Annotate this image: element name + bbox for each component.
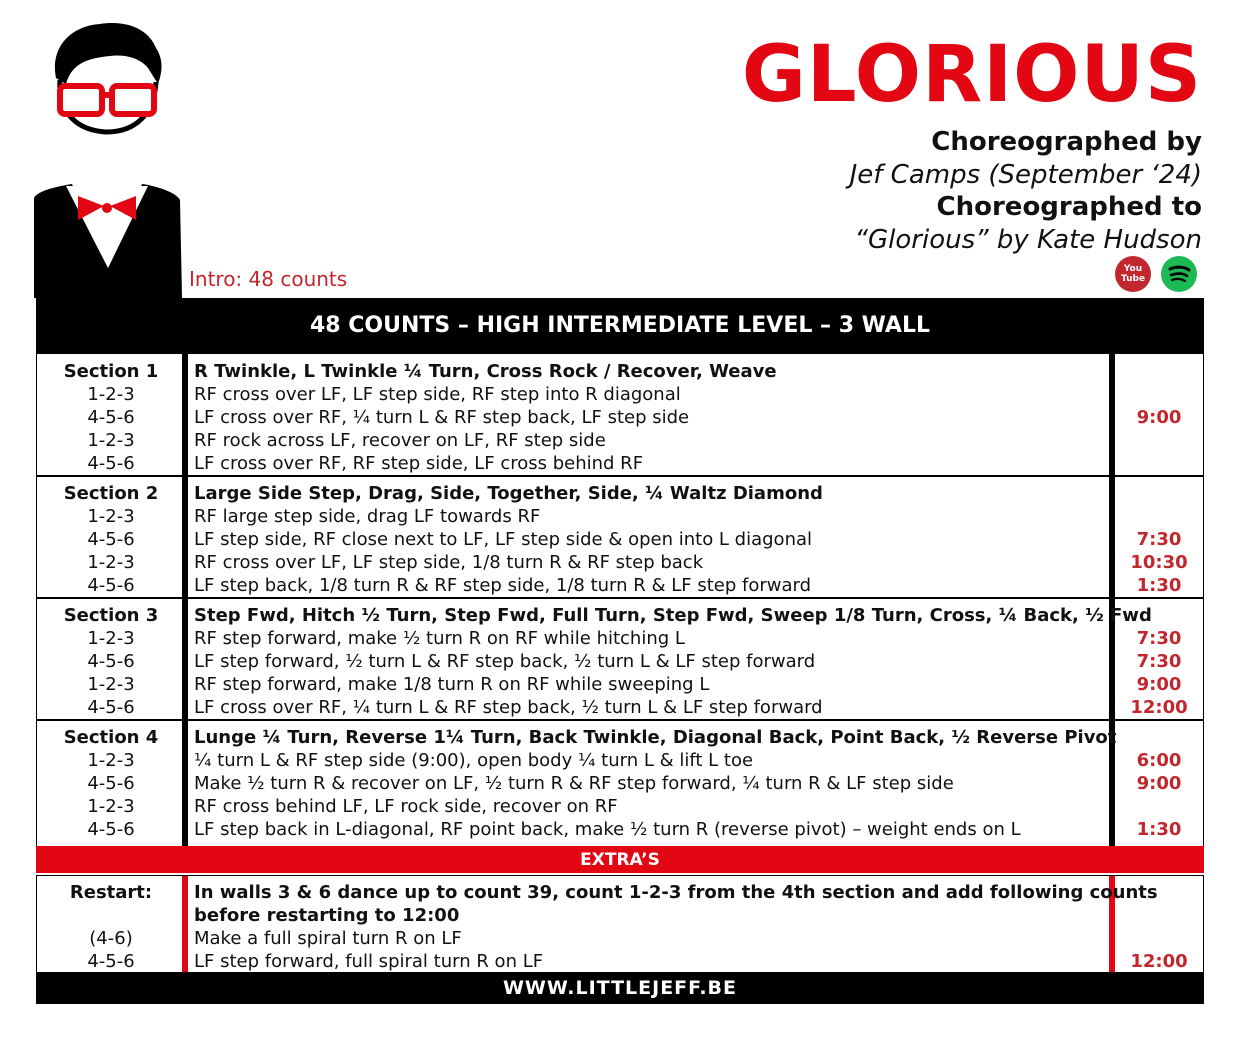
step: LF step side, RF close next to LF, LF step side & open into L diagonal	[194, 529, 813, 550]
wall: 12:00	[1130, 951, 1188, 972]
wall	[1115, 383, 1203, 406]
summary-bar: 48 COUNTS – HIGH INTERMEDIATE LEVEL – 3 WALL	[36, 298, 1204, 353]
page-title: GLORIOUS	[741, 30, 1202, 120]
restart-text: before restarting to 12:00	[194, 905, 460, 926]
step-list	[194, 360, 777, 475]
section-title: Step Fwd, Hitch ½ Turn, Step Fwd, Full Turn, Step Fwd, Sweep 1/8 Turn, Cross, ¼ Back, ½ Fwd	[194, 605, 1152, 626]
step: LF step back in L-diagonal, RF point back, make ½ turn R (reverse pivot) – weight ends on L	[194, 819, 1021, 840]
step-list	[194, 482, 823, 597]
count: 4-5-6	[87, 575, 135, 596]
step: RF cross behind LF, LF rock side, recover on RF	[194, 796, 618, 817]
count: (4-6)	[89, 928, 133, 949]
wall-list	[1115, 627, 1203, 719]
count: 1-2-3	[87, 430, 135, 451]
restart-label: Restart:	[69, 882, 153, 903]
youtube-text-tube: Tube	[1120, 274, 1146, 284]
stepsheet	[36, 298, 1204, 1004]
wall: 1:30	[1136, 575, 1182, 596]
count: 1-2-3	[87, 384, 135, 405]
youtube-icon[interactable]	[1115, 256, 1151, 292]
youtube-text-you: You	[1123, 264, 1143, 274]
count: 1-2-3	[87, 552, 135, 573]
wall-list	[1115, 927, 1203, 973]
step: LF step forward, full spiral turn R on LF	[194, 951, 544, 972]
credits	[850, 126, 1202, 256]
restart-text: In walls 3 & 6 dance up to count 39, count 1-2-3 from the 4th section and add following counts	[194, 882, 1158, 903]
step-list	[194, 881, 1158, 973]
choreographer: Jef Camps (September ‘24)	[849, 159, 1202, 190]
wall: 7:30	[1136, 529, 1182, 550]
wall: 10:30	[1130, 552, 1188, 573]
step: LF cross over RF, ¼ turn L & RF step back, LF step side	[194, 407, 690, 428]
intro-counts: Intro: 48 counts	[189, 267, 348, 291]
step: LF cross over RF, ¼ turn L & RF step back, ½ turn L & LF step forward	[194, 697, 823, 718]
section-label: Section 2	[63, 483, 159, 504]
wall: 1:30	[1136, 819, 1182, 840]
music-title: “Glorious” by Kate Hudson	[854, 224, 1202, 255]
count: 4-5-6	[87, 529, 135, 550]
wall-list	[1115, 749, 1203, 841]
wall-list	[1115, 383, 1203, 475]
count: 4-5-6	[87, 453, 135, 474]
count: 4-5-6	[87, 651, 135, 672]
step: RF cross over LF, LF step side, 1/8 turn R & RF step back	[194, 552, 704, 573]
count: 1-2-3	[87, 796, 135, 817]
wall: 7:30	[1136, 628, 1182, 649]
count: 4-5-6	[87, 819, 135, 840]
wall	[1115, 795, 1203, 818]
wall: 9:00	[1136, 407, 1182, 428]
step-list	[194, 604, 1152, 719]
section-title: Lunge ¼ Turn, Reverse 1¼ Turn, Back Twinkle, Diagonal Back, Point Back, ½ Reverse Pivot	[194, 727, 1117, 748]
wall	[1115, 927, 1203, 950]
count: 1-2-3	[87, 750, 135, 771]
step: RF step forward, make 1/8 turn R on RF while sweeping L	[194, 674, 710, 695]
wall: 6:00	[1136, 750, 1182, 771]
count: 4-5-6	[87, 407, 135, 428]
extras-section	[36, 875, 1204, 973]
wall	[1115, 429, 1203, 452]
count: 4-5-6	[87, 773, 135, 794]
extras-bar: EXTRA’S	[36, 846, 1204, 873]
wall-list	[1115, 505, 1203, 597]
step: ¼ turn L & RF step side (9:00), open body ¼ turn L & lift L toe	[194, 750, 754, 771]
section-title: Large Side Step, Drag, Side, Together, Side, ¼ Waltz Diamond	[194, 483, 823, 504]
wall: 7:30	[1136, 651, 1182, 672]
wall: 9:00	[1136, 773, 1182, 794]
step: Make a full spiral turn R on LF	[194, 928, 462, 949]
count: 1-2-3	[87, 674, 135, 695]
section-1	[36, 353, 1204, 476]
wall	[1115, 452, 1203, 475]
section-label: Section 1	[63, 361, 159, 382]
section-label: Section 3	[63, 605, 159, 626]
count: 1-2-3	[87, 628, 135, 649]
wall	[1115, 505, 1203, 528]
count: 4-5-6	[87, 697, 135, 718]
step: RF large step side, drag LF towards RF	[194, 506, 541, 527]
wall: 9:00	[1136, 674, 1182, 695]
step: LF cross over RF, RF step side, LF cross behind RF	[194, 453, 644, 474]
spotify-icon[interactable]	[1161, 256, 1197, 292]
choreographed-to-label: Choreographed to	[936, 192, 1202, 222]
choreographed-by-label: Choreographed by	[931, 127, 1202, 157]
section-3	[36, 598, 1204, 720]
section-title: R Twinkle, L Twinkle ¼ Turn, Cross Rock / Recover, Weave	[194, 361, 777, 382]
step: RF rock across LF, recover on LF, RF step side	[194, 430, 606, 451]
section-label: Section 4	[63, 727, 159, 748]
little-jeff-logo	[30, 18, 190, 308]
step: LF step back, 1/8 turn R & RF step side, 1/8 turn R & LF step forward	[194, 575, 812, 596]
section-2	[36, 476, 1204, 598]
step: LF step forward, ½ turn L & RF step back, ½ turn L & LF step forward	[194, 651, 816, 672]
step: RF cross over LF, LF step side, RF step into R diagonal	[194, 384, 681, 405]
wall: 12:00	[1130, 697, 1188, 718]
section-4	[36, 720, 1204, 848]
step: RF step forward, make ½ turn R on RF while hitching L	[194, 628, 685, 649]
step-list	[194, 726, 1116, 841]
step: Make ½ turn R & recover on LF, ½ turn R & RF step forward, ¼ turn R & LF step side	[194, 773, 954, 794]
count: 4-5-6	[87, 951, 135, 972]
count: 1-2-3	[87, 506, 135, 527]
website-link[interactable]: WWW.LITTLEJEFF.BE	[36, 972, 1204, 1004]
